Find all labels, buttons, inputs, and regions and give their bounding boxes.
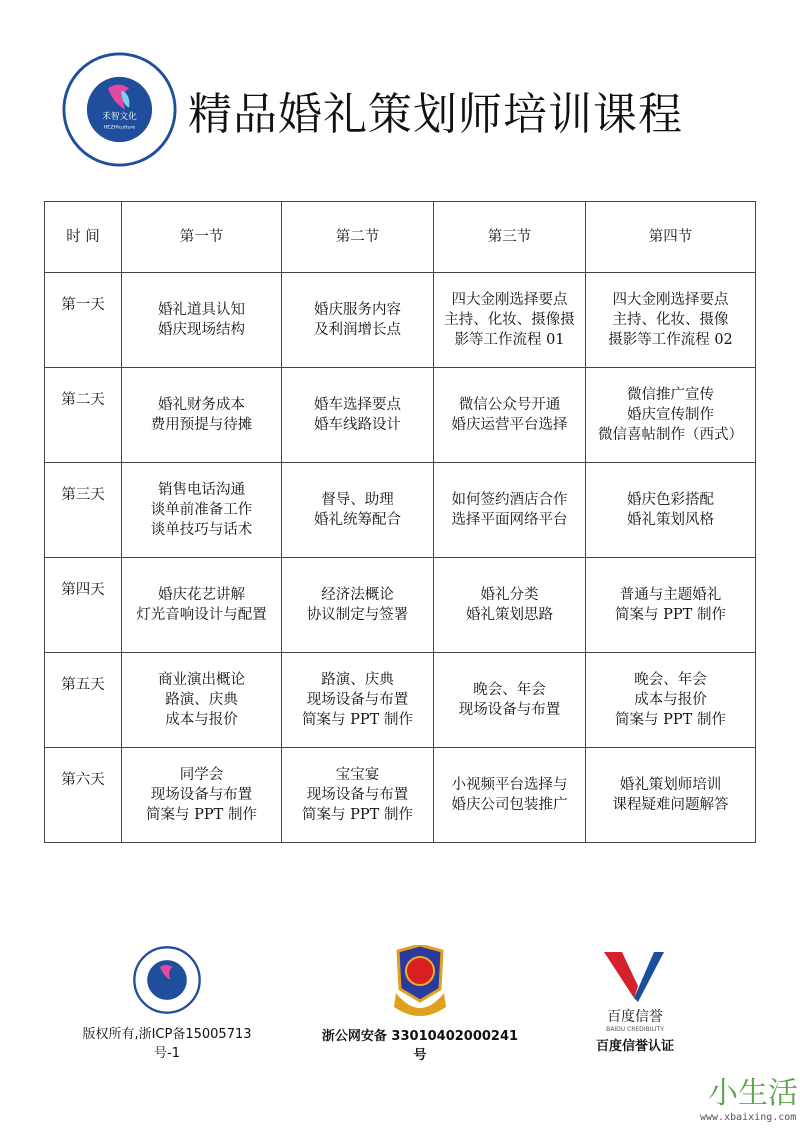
hezhi-logo <box>62 52 177 167</box>
session-cell <box>282 748 434 843</box>
session-line: 四大金刚选择要点 <box>612 292 729 308</box>
column-header: 第一节 <box>122 202 282 273</box>
session-line: 路演、庆典 <box>165 692 238 708</box>
day-cell: 第一天 <box>45 273 122 368</box>
session-cell <box>282 463 434 558</box>
session-line: 成本与报价 <box>634 692 707 708</box>
course-schedule-table <box>44 201 756 843</box>
copyright-text: 版权所有,浙ICP备15005713号-1 <box>82 1027 252 1061</box>
session-line: 现场设备与布置 <box>458 702 561 718</box>
session-line: 婚车线路设计 <box>314 417 401 433</box>
column-header: 第四节 <box>586 202 756 273</box>
table-row <box>45 748 756 843</box>
session-line: 婚庆现场结构 <box>158 322 245 338</box>
session-cell <box>586 463 756 558</box>
session-line: 微信喜帖制作（西式） <box>598 427 743 443</box>
session-line: 选择平面网络平台 <box>451 512 568 528</box>
session-line: 婚庆公司包装推广 <box>451 797 568 813</box>
session-cell <box>434 368 586 463</box>
session-line: 路演、庆典 <box>321 672 394 688</box>
session-cell <box>282 653 434 748</box>
police-emblem-icon <box>392 945 448 1017</box>
session-line: 如何签约酒店合作 <box>451 492 568 508</box>
session-line: 婚庆服务内容 <box>314 302 401 318</box>
session-cell <box>122 558 282 653</box>
session-cell <box>122 273 282 368</box>
session-line: 灯光音响设计与配置 <box>136 607 267 623</box>
session-cell <box>434 463 586 558</box>
session-line: 现场设备与布置 <box>150 787 253 803</box>
session-cell <box>434 558 586 653</box>
session-cell <box>434 273 586 368</box>
session-line: 宝宝宴 <box>335 767 380 783</box>
session-line: 现场设备与布置 <box>306 692 409 708</box>
baidu-label: 百度信誉认证 <box>595 1039 674 1054</box>
session-cell <box>586 558 756 653</box>
baidu-block <box>585 952 685 1054</box>
session-line: 主持、化妆、摄像 <box>612 312 729 328</box>
watermark-url: www.xbaixing.com <box>700 1112 797 1123</box>
session-line: 简案与 PPT 制作 <box>615 712 726 728</box>
session-line: 婚庆色彩搭配 <box>627 492 714 508</box>
session-cell <box>122 653 282 748</box>
column-header: 时 间 <box>45 202 122 273</box>
session-line: 摄影等工作流程 02 <box>608 332 733 348</box>
session-cell <box>586 368 756 463</box>
session-line: 小视频平台选择与 <box>451 777 568 793</box>
baidu-brand: 百度信誉 <box>607 1009 663 1025</box>
watermark <box>700 1068 798 1123</box>
session-line: 婚庆宣传制作 <box>627 407 714 423</box>
session-cell <box>282 558 434 653</box>
session-line: 简案与 PPT 制作 <box>302 807 413 823</box>
session-line: 课程疑难问题解答 <box>612 797 729 813</box>
baidu-sub: BAIDU CREDIBILITY <box>606 1026 664 1033</box>
police-text: 浙公网安备 33010402000241号 <box>321 1029 519 1063</box>
column-header: 第三节 <box>434 202 586 273</box>
session-line: 简案与 PPT 制作 <box>146 807 257 823</box>
session-line: 微信推广宣传 <box>627 387 714 403</box>
session-line: 微信公众号开通 <box>458 397 561 413</box>
session-line: 商业演出概论 <box>158 672 245 688</box>
session-cell <box>122 463 282 558</box>
session-line: 经济法概论 <box>321 587 394 603</box>
watermark-text: 小生活 <box>708 1076 798 1111</box>
session-line: 简案与 PPT 制作 <box>615 607 726 623</box>
session-cell <box>282 273 434 368</box>
session-line: 协议制定与签署 <box>306 607 409 623</box>
session-line: 婚礼策划风格 <box>627 512 714 528</box>
session-cell <box>434 748 586 843</box>
day-cell: 第六天 <box>45 748 122 843</box>
session-line: 婚礼分类 <box>480 587 539 603</box>
session-line: 婚礼财务成本 <box>158 397 245 413</box>
session-line: 普通与主题婚礼 <box>619 587 722 603</box>
session-line: 销售电话沟通 <box>158 482 245 498</box>
session-line: 成本与报价 <box>165 712 238 728</box>
svg-text:禾智文化: 禾智文化 <box>102 112 137 123</box>
copyright-block <box>72 945 262 1061</box>
session-line: 四大金刚选择要点 <box>451 292 568 308</box>
table-row <box>45 368 756 463</box>
table-row <box>45 653 756 748</box>
session-line: 简案与 PPT 制作 <box>302 712 413 728</box>
session-cell <box>122 368 282 463</box>
day-cell: 第二天 <box>45 368 122 463</box>
session-line: 婚车选择要点 <box>314 397 401 413</box>
session-cell <box>122 748 282 843</box>
session-line: 现场设备与布置 <box>306 787 409 803</box>
session-line: 婚礼策划思路 <box>466 607 553 623</box>
session-cell <box>586 653 756 748</box>
session-line: 婚礼道具认知 <box>158 302 245 318</box>
session-line: 同学会 <box>179 767 224 783</box>
session-cell <box>586 273 756 368</box>
table-row <box>45 558 756 653</box>
hezhi-logo-small <box>132 945 202 1015</box>
day-cell: 第五天 <box>45 653 122 748</box>
session-line: 及利润增长点 <box>314 322 401 338</box>
session-line: 婚礼策划师培训 <box>619 777 722 793</box>
column-header: 第二节 <box>282 202 434 273</box>
page-title: 精品婚礼策划师培训课程 <box>188 89 683 140</box>
session-line: 谈单前准备工作 <box>150 502 253 518</box>
session-line: 主持、化妆、摄像摄 <box>444 312 575 328</box>
police-block <box>320 945 520 1063</box>
table-row <box>45 273 756 368</box>
table-row <box>45 463 756 558</box>
session-line: 婚庆运营平台选择 <box>451 417 568 433</box>
session-line: 晚会、年会 <box>634 672 707 688</box>
session-line: 影等工作流程 01 <box>454 332 565 348</box>
session-line: 督导、助理 <box>321 492 394 508</box>
session-line: 费用预提与待摊 <box>150 417 253 433</box>
session-cell <box>586 748 756 843</box>
session-line: 晚会、年会 <box>473 682 546 698</box>
day-cell: 第四天 <box>45 558 122 653</box>
session-cell <box>282 368 434 463</box>
session-line: 婚礼统筹配合 <box>314 512 401 528</box>
day-cell: 第三天 <box>45 463 122 558</box>
session-line: 谈单技巧与话术 <box>150 522 253 538</box>
session-line: 婚庆花艺讲解 <box>158 587 245 603</box>
baidu-credibility-logo <box>604 952 666 1002</box>
session-cell <box>434 653 586 748</box>
svg-text:HEZHIculture: HEZHIculture <box>103 125 136 131</box>
